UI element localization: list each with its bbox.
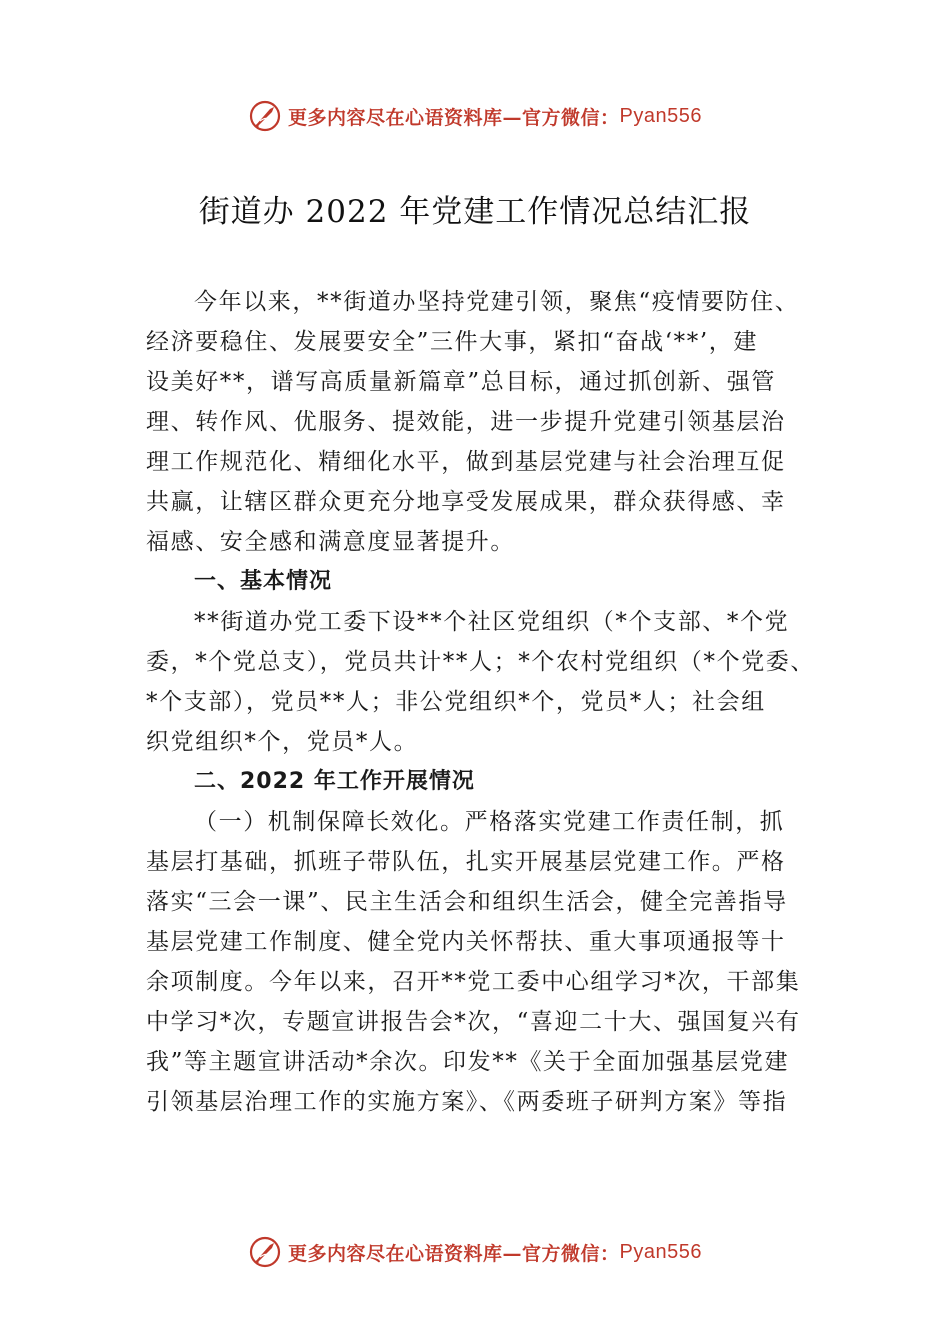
banner-wechat-id: Pyan556 bbox=[619, 104, 702, 127]
paragraph-line: 基层打基础，抓班子带队伍，扎实开展基层党建工作。严格 bbox=[146, 849, 786, 875]
paragraph-line: （一）机制保障长效化。严格落实党建工作责任制，抓 bbox=[194, 809, 785, 835]
paragraph-line: 设美好**，谱写高质量新篇章”总目标，通过抓创新、强管 bbox=[146, 369, 776, 395]
footer-watermark-banner bbox=[0, 1232, 950, 1272]
paragraph-line: 理工作规范化、精细化水平，做到基层党建与社会治理互促 bbox=[146, 449, 786, 475]
paragraph-line: *个支部），党员**人；非公党组织*个，党员*人；社会组 bbox=[146, 689, 766, 715]
banner-text: 更多内容尽在心语资料库—官方微信： bbox=[288, 106, 620, 129]
paragraph-line: 落实“三会一课”、民主生活会和组织生活会，健全完善指导 bbox=[146, 889, 788, 915]
banner-text: 更多内容尽在心语资料库—官方微信： bbox=[288, 1242, 620, 1265]
paragraph-line: 引领基层治理工作的实施方案》、《两委班子研判方案》等指 bbox=[146, 1089, 788, 1115]
quill-pen-logo bbox=[248, 1235, 282, 1269]
section-heading: 二、2022 年工作开展情况 bbox=[194, 769, 475, 794]
document-body bbox=[146, 282, 826, 1122]
paragraph-line: 经济要稳住、发展要安全”三件大事，紧扣“奋战‘**’，建 bbox=[146, 329, 758, 355]
paragraph-line: 织党组织*个，党员*人。 bbox=[146, 729, 419, 755]
paragraph-line: 余项制度。今年以来，召开**党工委中心组学习*次，干部集 bbox=[146, 969, 801, 995]
paragraph-line: 共赢，让辖区群众更充分地享受发展成果，群众获得感、幸 bbox=[146, 489, 786, 515]
paragraph-line: 今年以来，**街道办坚持党建引领，聚焦“疫情要防住、 bbox=[194, 289, 800, 315]
quill-pen-logo bbox=[248, 99, 282, 133]
paragraph-line: 中学习*次，专题宣讲报告会*次，“喜迎二十大、强国复兴有 bbox=[146, 1009, 801, 1035]
paragraph-line: 福感、安全感和满意度显著提升。 bbox=[146, 529, 515, 555]
section-heading: 一、基本情况 bbox=[194, 569, 333, 594]
header-watermark-banner bbox=[0, 96, 950, 136]
paragraph-line: 我”等主题宣讲活动*余次。印发**《关于全面加强基层党建 bbox=[146, 1049, 790, 1075]
paragraph-line: 基层党建工作制度、健全党内关怀帮扶、重大事项通报等十 bbox=[146, 929, 786, 955]
paragraph-line: 委，*个党总支），党员共计**人；*个农村党组织（*个党委、 bbox=[146, 649, 815, 675]
paragraph-line: 理、转作风、优服务、提效能，进一步提升党建引领基层治 bbox=[146, 409, 786, 435]
document-title: 街道办 2022 年党建工作情况总结汇报 bbox=[198, 194, 752, 230]
paragraph-line: **街道办党工委下设**个社区党组织（*个支部、*个党 bbox=[194, 609, 790, 635]
banner-wechat-id: Pyan556 bbox=[619, 1240, 702, 1263]
